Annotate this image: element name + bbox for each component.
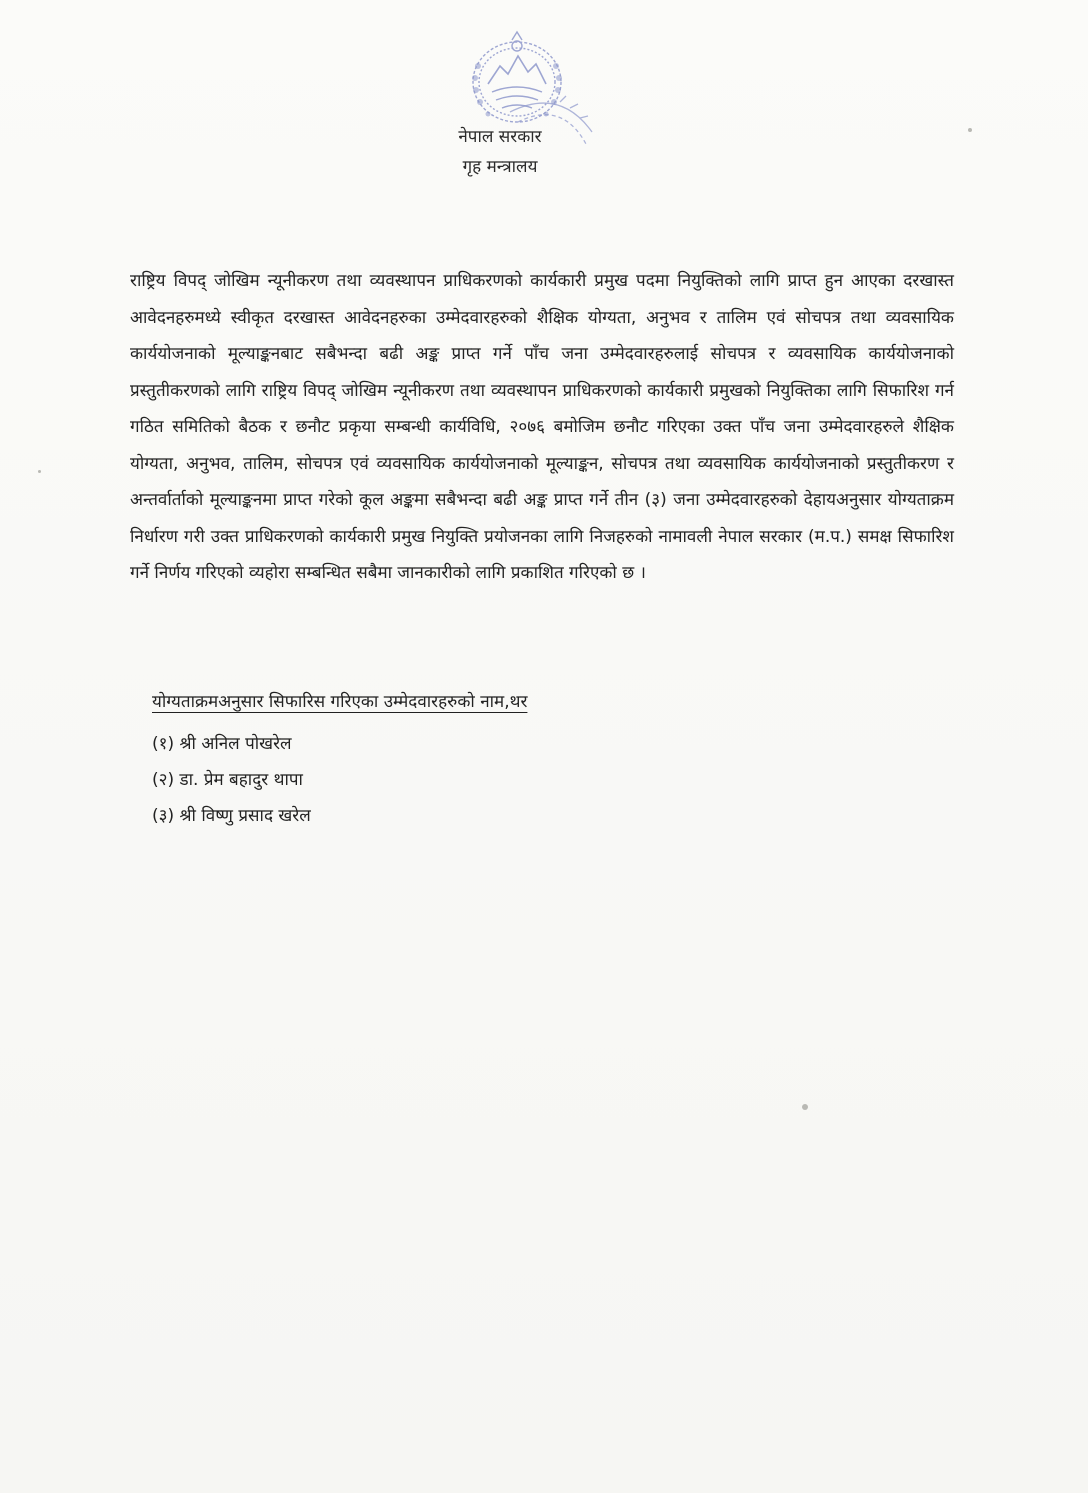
list-item: (२) डा. प्रेम बहादुर थापा [152,770,303,790]
letterhead [400,122,600,182]
list-item: (३) श्री विष्णु प्रसाद खरेल [152,806,311,826]
government-name: नेपाल सरकार [458,127,542,147]
ministry-name: गृह मन्त्रालय [462,157,538,177]
candidate-list-title: योग्यताक्रमअनुसार सिफारिस गरिएका उम्मेदवारहरुको नाम,थर [152,692,528,712]
list-item: (१) श्री अनिल पोखरेल [152,734,292,754]
notice-body: राष्ट्रिय विपद् जोखिम न्यूनीकरण तथा व्यवस्थापन प्राधिकरणको कार्यकारी प्रमुख पदमा नियुक्तिको लागि प्राप्त हुन आएका दरखास्त आवेदनहरुमध्ये स्वीकृत दरखास्त आवेदनहरुका उम्मेदवारहरुको शैक्षिक योग्यता, अनुभव र तालिम एवं सोचपत्र तथा व्यवसायिक कार्ययोजनाको मूल्याङ्कनबाट सबैभन्दा बढी अङ्क प्राप्त गर्ने पाँच जना उम्मेदवारहरुलाई सोचपत्र र व्यवसायिक कार्ययोजनाको प्रस्तुतीकरणको लागि राष्ट्रिय विपद् जोखिम न्यूनीकरण तथा व्यवस्थापन प्राधिकरणको कार्यकारी प्रमुखको नियुक्तिका लागि सिफारिश गर्न गठित समितिको बैठक र छनौट प्रकृया सम्बन्धी कार्यविधि, २०७६ बमोजिम छनौट गरिएका उक्त पाँच जना उम्मेदवारहरुले शैक्षिक योग्यता, अनुभव, तालिम, सोचपत्र एवं व्यवसायिक कार्ययोजनाको मूल्याङ्कन, सोचपत्र तथा व्यवसायिक कार्ययोजनाको प्रस्तुतीकरण र अन्तर्वार्ताको मूल्याङ्कनमा प्राप्त गरेको कूल अङ्कमा सबैभन्दा बढी अङ्क प्राप्त गर्ने तीन (३) जना उम्मेदवारहरुको देहायअनुसार योग्यताक्रम निर्धारण गरी उक्त प्राधिकरणको कार्यकारी प्रमुख नियुक्ति प्रयोजनका लागि निजहरुको नामावली नेपाल सरकार (म.प.) समक्ष सिफारिश गर्ने निर्णय गरिएको व्यहोरा सम्बन्धित सबैमा जानकारीको लागि प्रकाशित गरिएको छ । [130,271,954,583]
candidate-list [152,726,311,834]
paper-speck [802,1104,808,1110]
paper-speck [968,128,972,132]
paper-speck [38,470,41,473]
